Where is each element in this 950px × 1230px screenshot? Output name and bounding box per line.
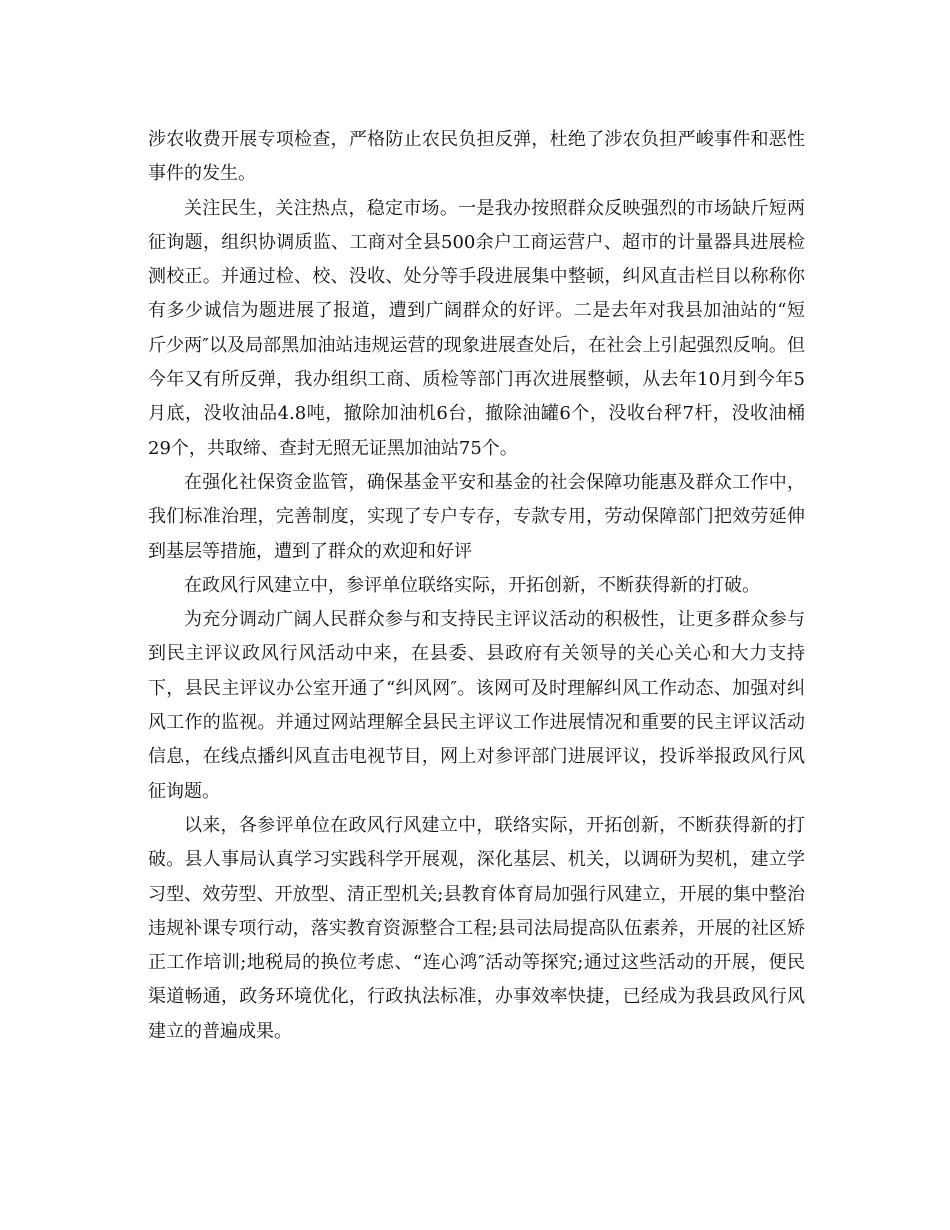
paragraph-continuation: 涉农收费开展专项检查，严格防止农民负担反弹，杜绝了涉农负担严峻事件和恶性事件的发生。 (148, 129, 805, 185)
document-body (148, 123, 805, 1049)
paragraph-unit-achievements: 以来，各参评单位在政风行风建立中，联络实际，开拓创新，不断获得新的打破。县人事局认真学习实践科学开展观，深化基层、机关，以调研为契机，建立学习型、效劳型、开放型、清正型机关;县教育体育局加强行风建立，开展的集中整治违规补课专项行动，落实教育资源整合工程;县司法局提高队伍素养，开展的社区矫正工作培训;地税局的换位考虑、“连心鸿″活动等探究;通过这些活动的开展，便民渠道畅通，政务环境优化，行政执法标准，办事效率快捷，已经成为我县政风行风建立的普遍成果。 (148, 814, 805, 1042)
paragraph-jiufeng-website: 为充分调动广阔人民群众参与和支持民主评议活动的积极性，让更多群众参与到民主评议政风行风活动中来，在县委、县政府有关领导的关心关心和大力支持下，县民主评议办公室开通了“纠风网″。该网可及时理解纠风工作动态、加强对纠风工作的监视。并通过网站理解全县民主评议工作进展情况和重要的民主评议活动信息，在线点播纠风直击电视节目，网上对参评部门进展评议，投诉举报政风行风征询题。 (148, 609, 805, 802)
paragraph-social-security-funds: 在强化社保资金监管，确保基金平安和基金的社会保障功能惠及群众工作中，我们标准治理，完善制度，实现了专户专存，专款专用，劳动保障部门把效劳延伸到基层等措施，遭到了群众的欢迎和好评 (148, 471, 805, 562)
paragraph-market-stability: 关注民生，关注热点，稳定市场。一是我办按照群众反映强烈的市场缺斤短两征询题，组织协调质监、工商对全县500余户工商运营户、超市的计量器具进展检测校正。并通过检、校、没收、处分等手段进展集中整顿，纠风直击栏目以称称你有多少诚信为题进展了报道，遭到广阔群众的好评。二是去年对我县加油站的“短斤少两″以及局部黑加油站违规运营的现象进展查处后，在社会上引起强烈反响。但今年又有所反弹，我办组织工商、质检等部门再次进展整顿，从去年10月到今年5月底，没收油品4.8吨，撤除加油机6台，撤除油罐6个，没收台秤7杆，没收油桶29个，共取缔、查封无照无证黑加油站75个。 (148, 197, 805, 459)
paragraph-style-building: 在政风行风建立中，参评单位联络实际，开拓创新，不断获得新的打破。 (184, 574, 760, 596)
